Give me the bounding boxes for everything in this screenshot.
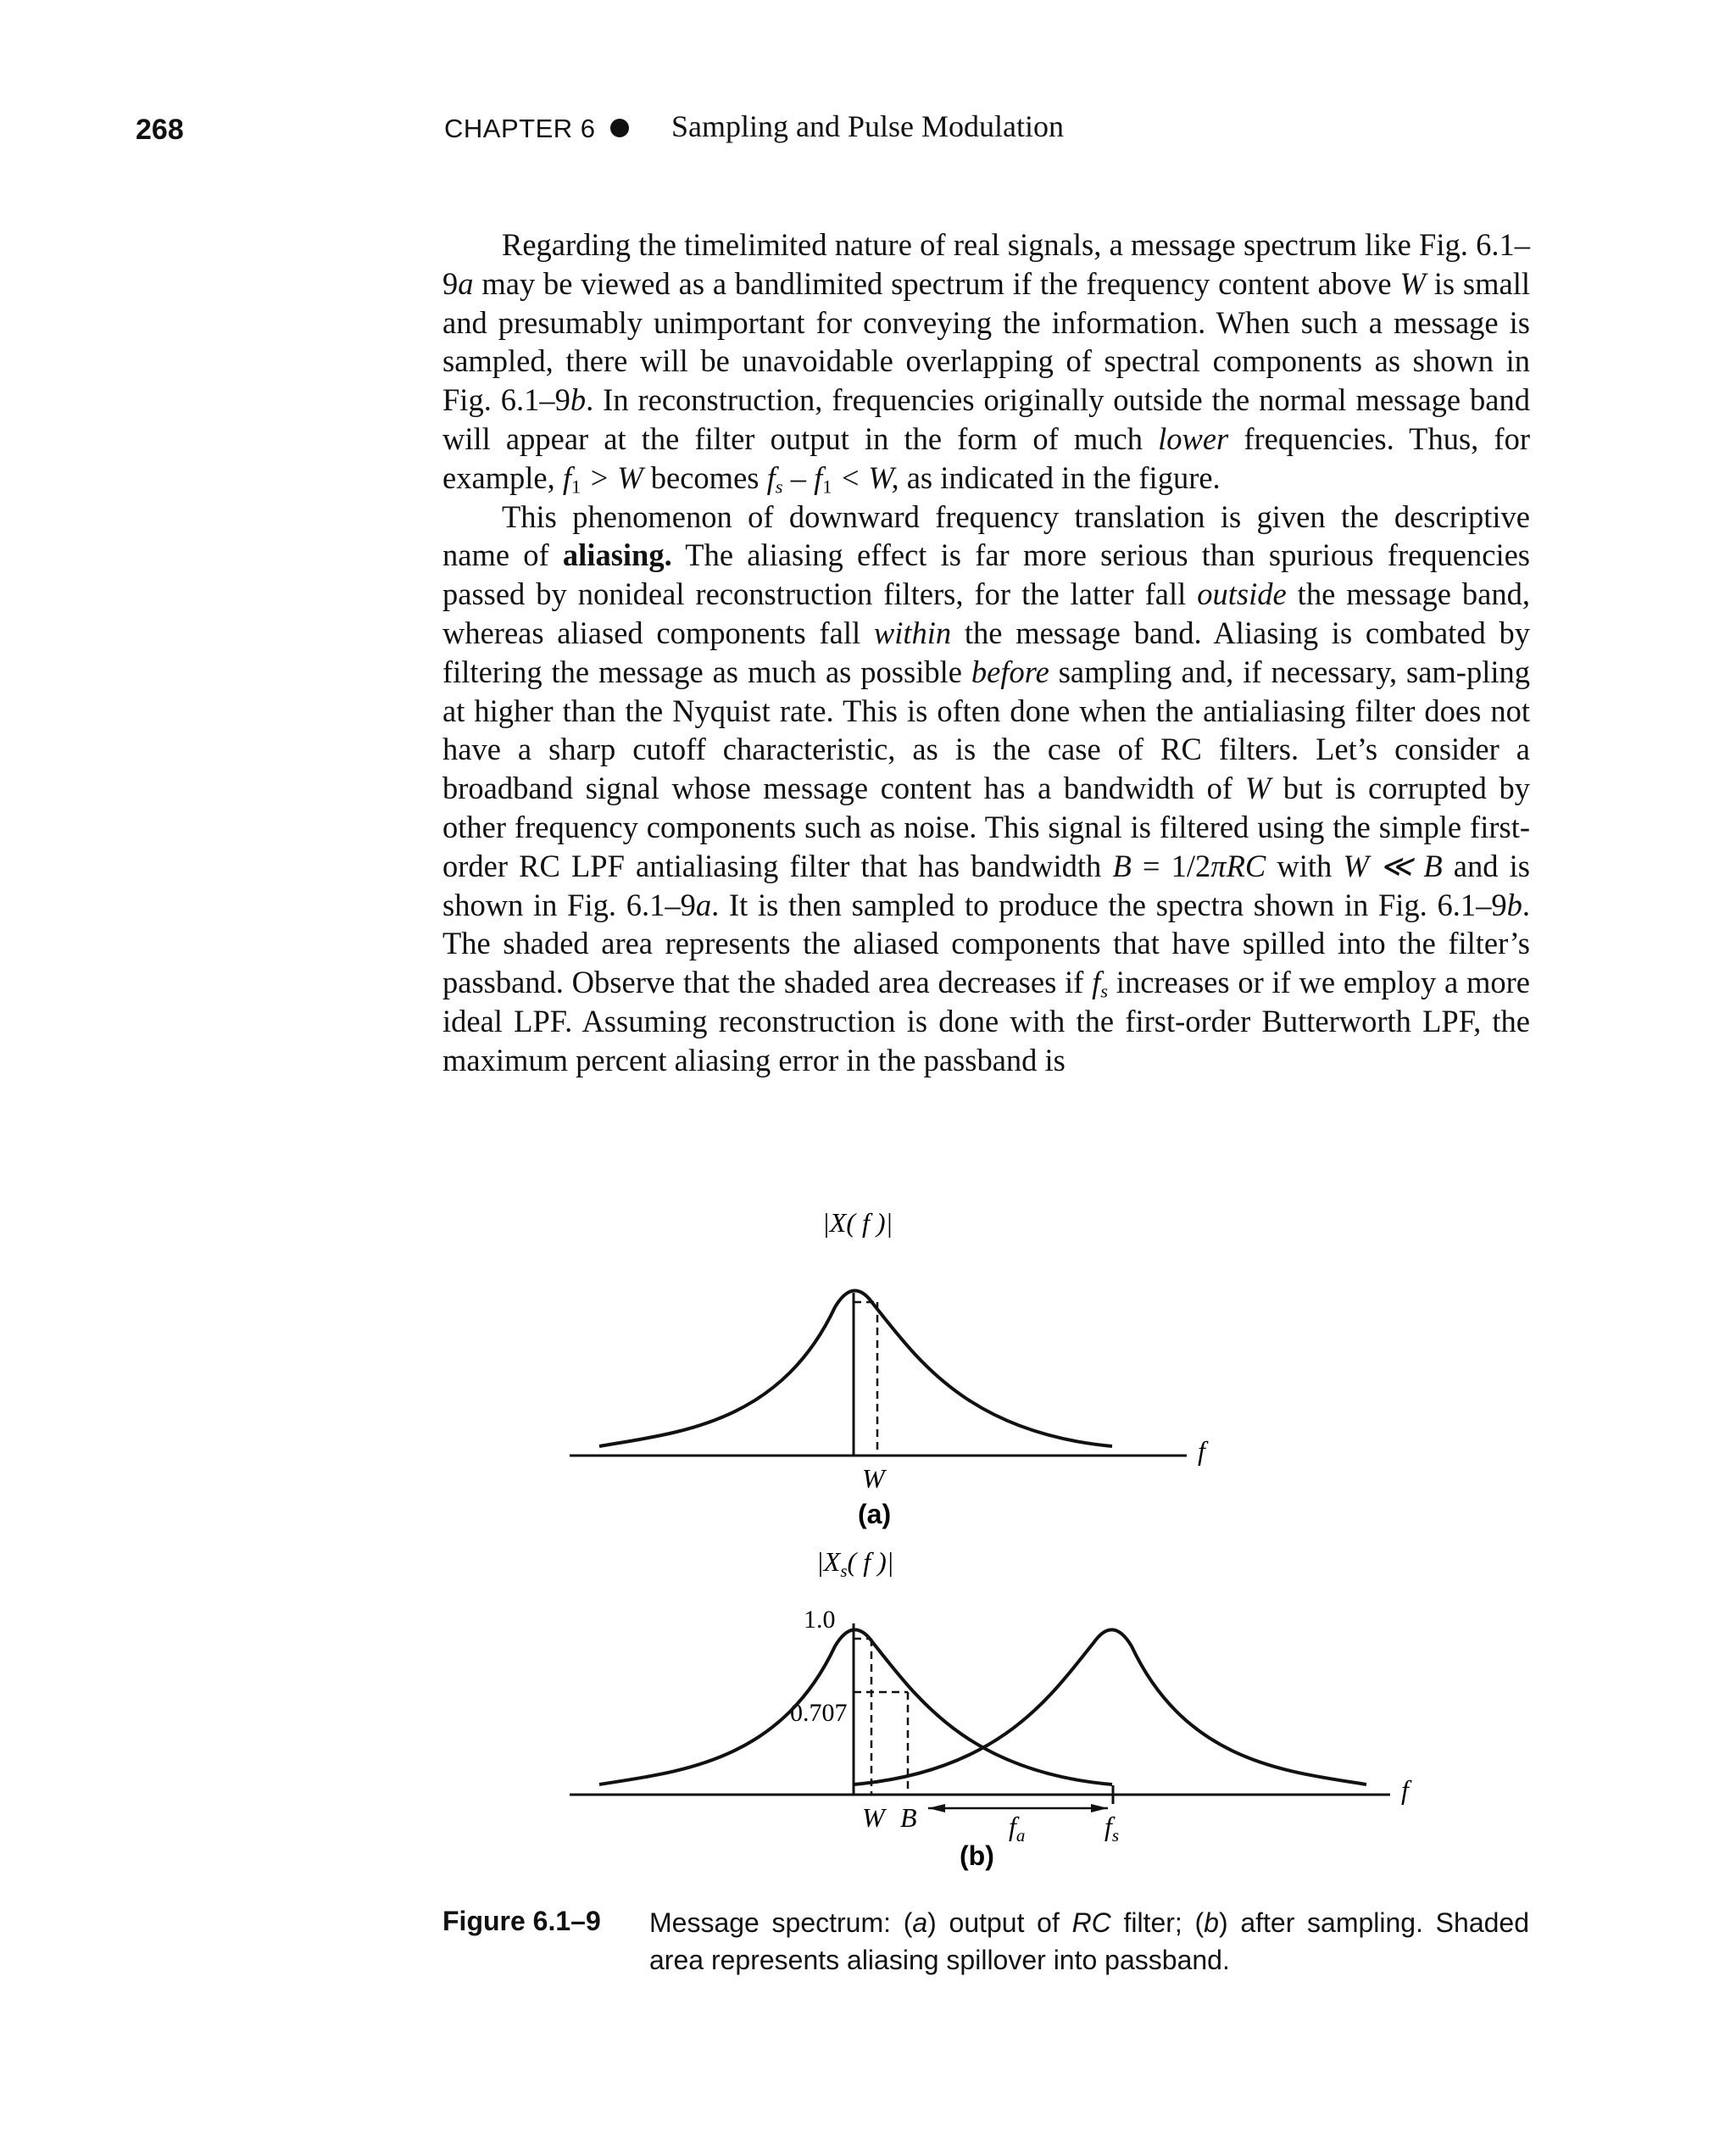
chapter-label: CHAPTER 6 — [444, 114, 596, 143]
figure-label: Figure 6.1–9 — [442, 1906, 601, 1936]
panel-b-fs-label: $f_s$ — [1104, 1811, 1120, 1846]
panel-b-tick-B: B — [900, 1802, 917, 1833]
panel-a-xlabel: f — [1198, 1435, 1205, 1466]
panel-b-tick-W: W — [862, 1802, 885, 1833]
panel-a-ylabel: |X( f )| — [822, 1207, 893, 1238]
panel-a — [570, 1207, 1209, 1529]
paragraph-1: Regarding the timelimited nature of real signals, a message spectrum like Fig. 6.1–9a may be viewed as a bandlimited spectrum if the frequency content above W is small and presumably unimportant for conveying the information. When such a message is sampled, there will be unavoidable overlapping of spectral components as shown in Fig. 6.1–9b. In reconstruction, frequencies originally outside the normal message band will appear at the filter output in the form of much lower frequencies. Thus, for example, $f_1 > W$ becomes $f_s - f_1 < W$, as indicated in the figure. — [442, 227, 1530, 498]
figure-caption: Message spectrum: (a) output of RC filter; (b) after sampling. Shaded area represents aliasing spillover into passband. — [649, 1907, 1530, 1975]
panel-b-fa-label: $f_a$ — [1009, 1811, 1026, 1846]
page-number: 268 — [136, 114, 184, 146]
panel-b-label: (b) — [960, 1840, 994, 1871]
panel-a-spectrum-curve — [599, 1290, 1112, 1446]
paragraph-2: This phenomenon of downward frequency translation is given the descriptive name of aliasing. The aliasing effect is far more serious than spurious frequencies passed by nonideal reconstruction filters, for the latter fall outside the message band, whereas aliased components fall within the message band. Aliasing is combated by filtering the message as much as possible before sampling and, if necessary, sam-pling at higher than the Nyquist rate. This is often done when the antialiasing filter does not have a sharp cutoff characteristic, as is the case of RC filters. Let’s consider a broadband signal whose message content has a bandwidth of W but is corrupted by other frequency components such as noise. This signal is filtered using the simple first-order RC LPF antialiasing filter that has bandwidth B = 1/2πRC with W ≪ B and is shown in Fig. 6.1–9a. It is then sampled to produce the spectra shown in Fig. 6.1–9b. The shaded area represents the aliased components that have spilled into the filter’s passband. Observe that the shaded area decreases if $f_s$ increases or if we employ a more ideal LPF. Assuming reconstruction is done with the first-order Butterworth LPF, the maximum percent aliasing error in the passband is — [442, 498, 1531, 1077]
panel-b-ylabel: $|X_s$( f )| — [816, 1546, 894, 1581]
panel-b-baseband-curve — [599, 1629, 1112, 1784]
panel-b — [570, 1546, 1412, 1871]
panel-b-tick-1: 1.0 — [804, 1606, 836, 1634]
panel-b-xlabel: f — [1401, 1774, 1409, 1805]
panel-b-tick-0707: 0.707 — [790, 1699, 848, 1727]
panel-a-tick-W: W — [862, 1463, 885, 1494]
running-title: Sampling and Pulse Modulation — [671, 109, 1064, 143]
panel-a-label: (a) — [858, 1499, 892, 1529]
